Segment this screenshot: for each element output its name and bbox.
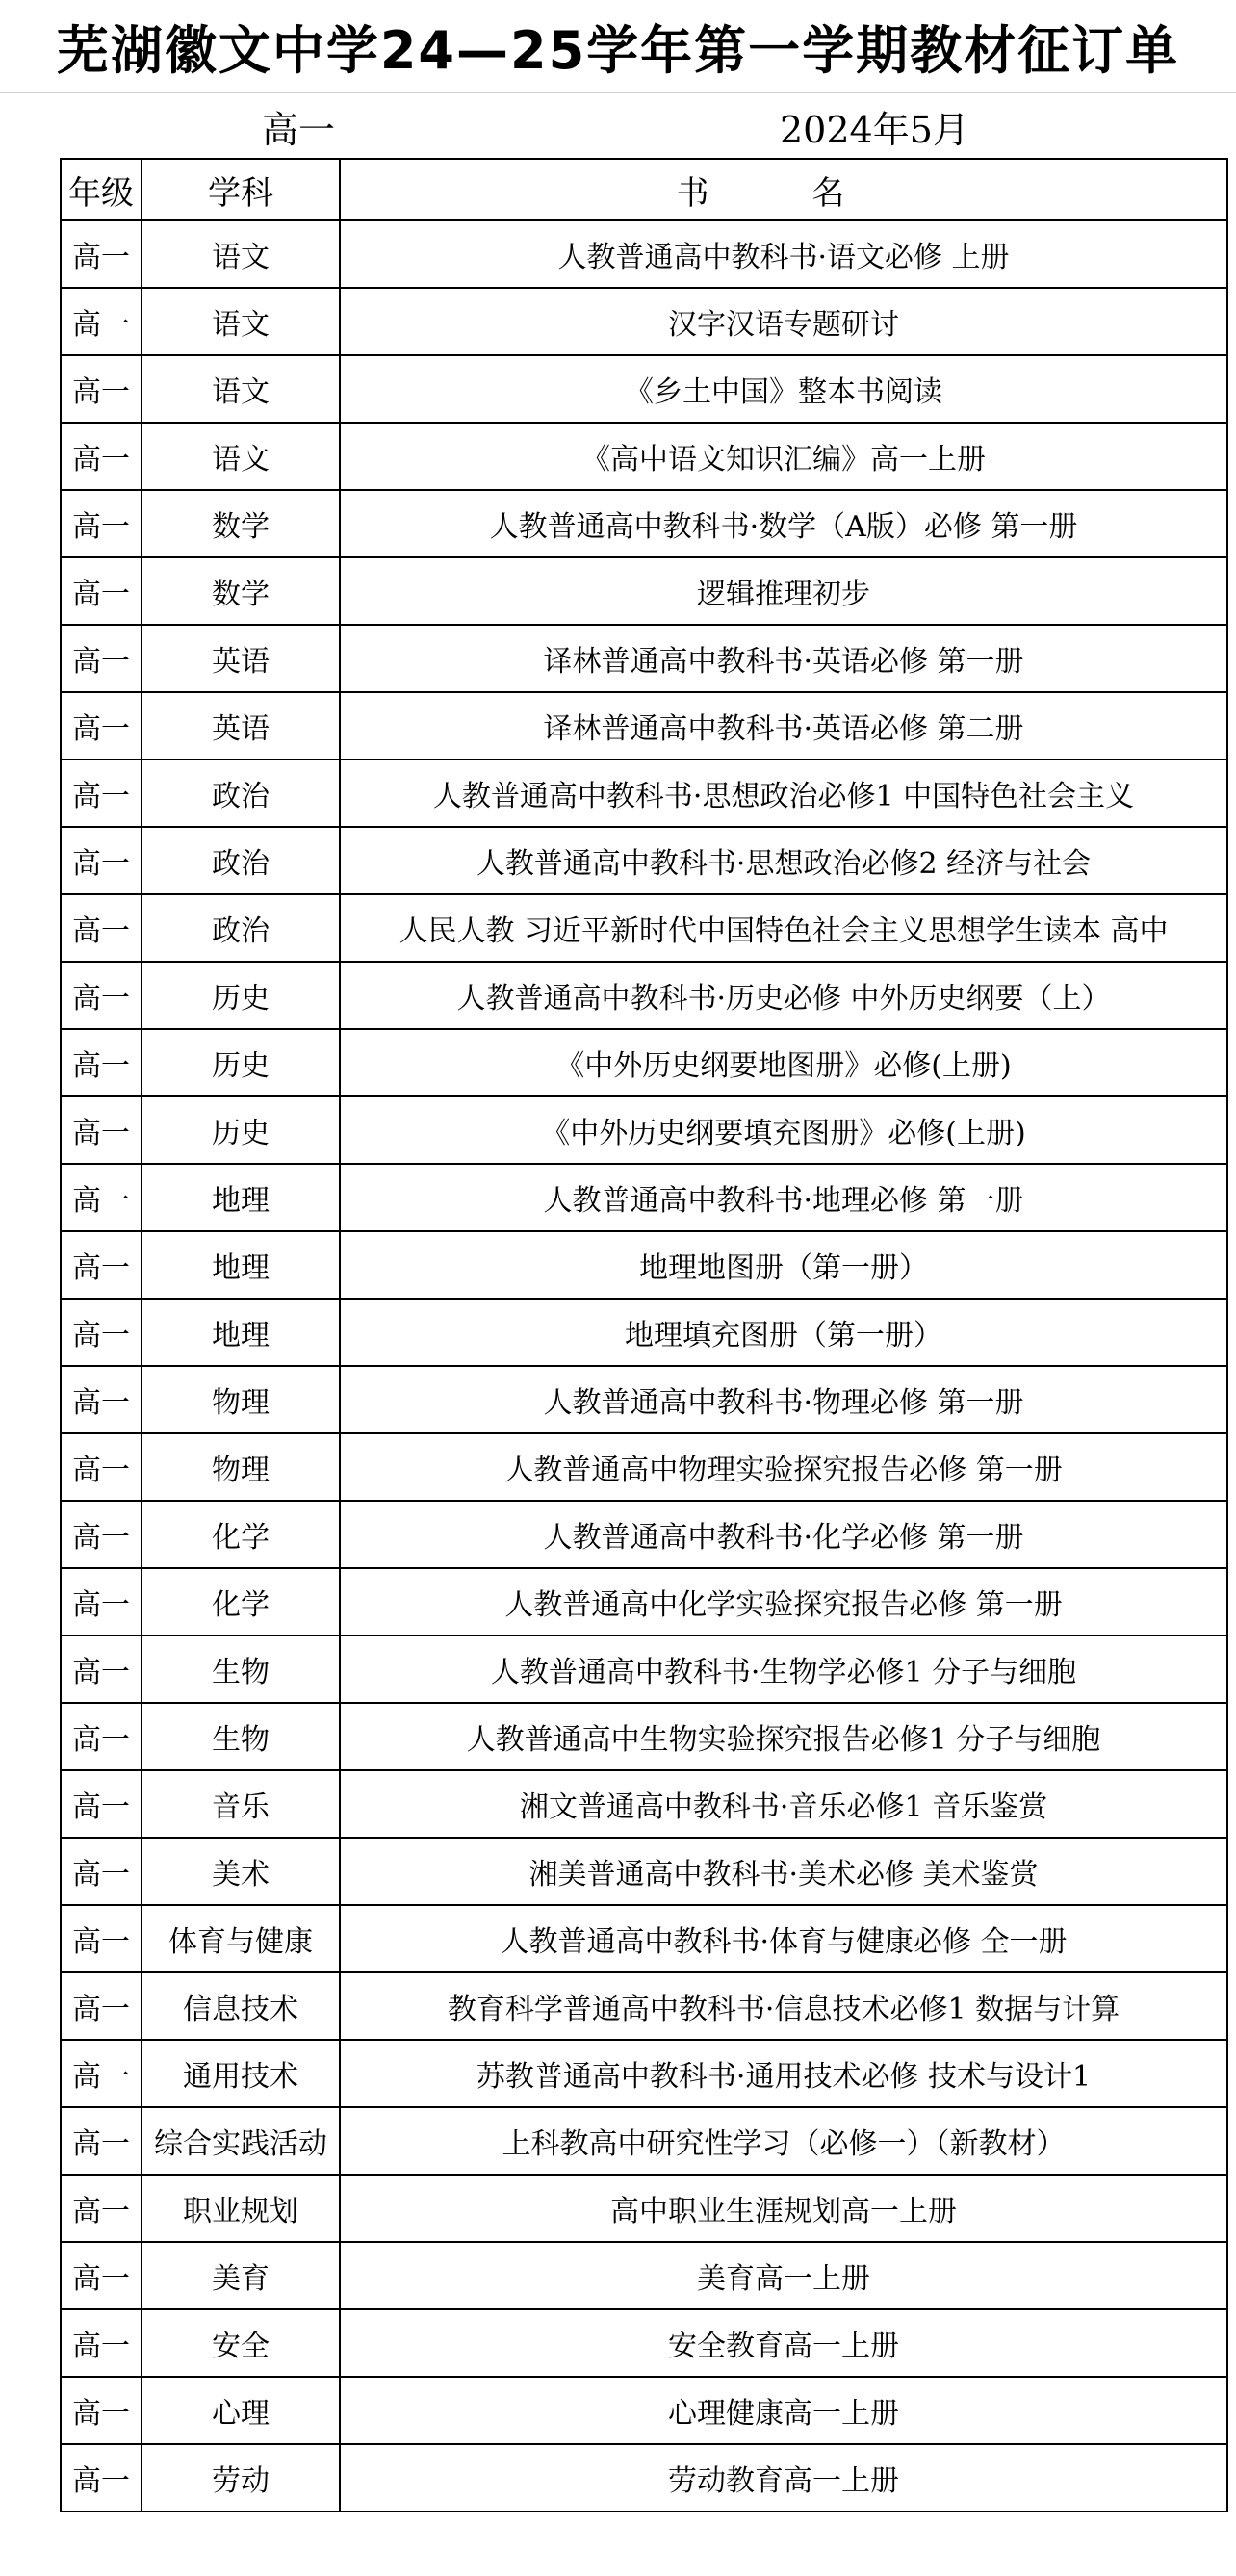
table-row — [61, 1096, 1227, 1164]
subject-cell: 语文 — [142, 288, 340, 355]
book-name-cell: 逻辑推理初步 — [340, 557, 1227, 625]
subject-cell: 数学 — [142, 490, 340, 557]
table-row — [61, 2444, 1227, 2512]
grade-cell: 高一 — [61, 1299, 142, 1366]
grade-cell: 高一 — [61, 1838, 142, 1905]
grade-cell: 高一 — [61, 1096, 142, 1164]
table-row — [61, 423, 1227, 490]
subject-cell: 英语 — [142, 692, 340, 760]
subject-cell: 历史 — [142, 1096, 340, 1164]
subject-cell: 物理 — [142, 1433, 340, 1501]
subject-cell: 生物 — [142, 1703, 340, 1770]
book-name-cell: 教育科学普通高中教科书·信息技术必修1 数据与计算 — [340, 1972, 1227, 2040]
subject-cell: 政治 — [142, 827, 340, 894]
table-row — [61, 1838, 1227, 1905]
subject-cell: 语文 — [142, 220, 340, 288]
table-row — [61, 1164, 1227, 1231]
grade-cell: 高一 — [61, 2242, 142, 2309]
grade-cell: 高一 — [61, 2040, 142, 2107]
grade-cell: 高一 — [61, 1029, 142, 1096]
grade-cell: 高一 — [61, 1703, 142, 1770]
book-name-cell: 人教普通高中化学实验探究报告必修 第一册 — [340, 1568, 1227, 1636]
subject-cell: 语文 — [142, 355, 340, 423]
book-name-cell: 人教普通高中教科书·物理必修 第一册 — [340, 1366, 1227, 1433]
grade-cell: 高一 — [61, 2377, 142, 2444]
subject-cell: 生物 — [142, 1636, 340, 1703]
book-name-cell: 译林普通高中教科书·英语必修 第二册 — [340, 692, 1227, 760]
grade-cell: 高一 — [61, 962, 142, 1029]
book-name-cell: 人民人教 习近平新时代中国特色社会主义思想学生读本 高中 — [340, 894, 1227, 962]
grade-cell: 高一 — [61, 625, 142, 692]
subject-cell: 地理 — [142, 1299, 340, 1366]
table-row — [61, 2377, 1227, 2444]
subject-cell: 历史 — [142, 962, 340, 1029]
table-row — [61, 894, 1227, 962]
grade-cell: 高一 — [61, 1905, 142, 1972]
grade-cell: 高一 — [61, 1164, 142, 1231]
table-row — [61, 692, 1227, 760]
table-row — [61, 1366, 1227, 1433]
subject-cell: 化学 — [142, 1568, 340, 1636]
table-row — [61, 490, 1227, 557]
book-name-cell: 人教普通高中教科书·历史必修 中外历史纲要（上） — [340, 962, 1227, 1029]
table-row — [61, 355, 1227, 423]
grade-cell: 高一 — [61, 1972, 142, 2040]
book-name-cell: 苏教普通高中教科书·通用技术必修 技术与设计1 — [340, 2040, 1227, 2107]
subheader — [0, 92, 1236, 159]
book-name-cell: 上科教高中研究性学习（必修一）（新教材） — [340, 2107, 1227, 2175]
book-name-cell: 《中外历史纲要地图册》必修(上册) — [340, 1029, 1227, 1096]
book-name-cell: 人教普通高中教科书·地理必修 第一册 — [340, 1164, 1227, 1231]
subject-cell: 语文 — [142, 423, 340, 490]
book-name-cell: 人教普通高中教科书·语文必修 上册 — [340, 220, 1227, 288]
grade-cell: 高一 — [61, 1501, 142, 1568]
book-name-cell: 心理健康高一上册 — [340, 2377, 1227, 2444]
table-row — [61, 1636, 1227, 1703]
book-name-cell: 人教普通高中教科书·体育与健康必修 全一册 — [340, 1905, 1227, 1972]
grade-cell: 高一 — [61, 2175, 142, 2242]
grade-cell: 高一 — [61, 827, 142, 894]
header-grade: 年级 — [61, 159, 142, 220]
table-row — [61, 1972, 1227, 2040]
date-label: 2024年5月 — [780, 108, 969, 151]
header-subject: 学科 — [142, 159, 340, 220]
grade-cell: 高一 — [61, 423, 142, 490]
table-row — [61, 962, 1227, 1029]
grade-cell: 高一 — [61, 2309, 142, 2377]
grade-cell: 高一 — [61, 1770, 142, 1838]
table-row — [61, 1568, 1227, 1636]
subject-cell: 音乐 — [142, 1770, 340, 1838]
book-name-cell: 人教普通高中物理实验探究报告必修 第一册 — [340, 1433, 1227, 1501]
book-name-cell: 人教普通高中教科书·数学（A版）必修 第一册 — [340, 490, 1227, 557]
subject-cell: 物理 — [142, 1366, 340, 1433]
grade-cell: 高一 — [61, 1231, 142, 1299]
table-row — [61, 1433, 1227, 1501]
grade-cell: 高一 — [61, 1636, 142, 1703]
subject-cell: 信息技术 — [142, 1972, 340, 2040]
table-row — [61, 1501, 1227, 1568]
book-name-cell: 人教普通高中教科书·化学必修 第一册 — [340, 1501, 1227, 1568]
book-name-cell: 人教普通高中教科书·思想政治必修1 中国特色社会主义 — [340, 760, 1227, 827]
grade-cell: 高一 — [61, 894, 142, 962]
subject-cell: 历史 — [142, 1029, 340, 1096]
grade-label: 高一 — [262, 108, 336, 151]
grade-cell: 高一 — [61, 1568, 142, 1636]
subject-cell: 政治 — [142, 760, 340, 827]
grade-cell: 高一 — [61, 288, 142, 355]
subject-cell: 综合实践活动 — [142, 2107, 340, 2175]
subject-cell: 通用技术 — [142, 2040, 340, 2107]
table-row — [61, 220, 1227, 288]
book-name-cell: 劳动教育高一上册 — [340, 2444, 1227, 2512]
table-row — [61, 2242, 1227, 2309]
book-name-cell: 美育高一上册 — [340, 2242, 1227, 2309]
table-row — [61, 1299, 1227, 1366]
grade-cell: 高一 — [61, 692, 142, 760]
subject-cell: 美术 — [142, 1838, 340, 1905]
document-title: 芜湖徽文中学24—25学年第一学期教材征订单 — [56, 19, 1180, 81]
subject-cell: 安全 — [142, 2309, 340, 2377]
table-row — [61, 625, 1227, 692]
table-row — [61, 827, 1227, 894]
table-row — [61, 1703, 1227, 1770]
book-name-cell: 人教普通高中生物实验探究报告必修1 分子与细胞 — [340, 1703, 1227, 1770]
book-name-cell: 《乡土中国》整本书阅读 — [340, 355, 1227, 423]
grade-cell: 高一 — [61, 490, 142, 557]
table-row — [61, 557, 1227, 625]
grade-cell: 高一 — [61, 557, 142, 625]
table-row — [61, 2175, 1227, 2242]
table-header-row — [61, 159, 1227, 220]
book-name-cell: 人教普通高中教科书·思想政治必修2 经济与社会 — [340, 827, 1227, 894]
table-row — [61, 2040, 1227, 2107]
subject-cell: 政治 — [142, 894, 340, 962]
table-row — [61, 2107, 1227, 2175]
table-row — [61, 2309, 1227, 2377]
book-name-cell: 湘文普通高中教科书·音乐必修1 音乐鉴赏 — [340, 1770, 1227, 1838]
book-name-cell: 《高中语文知识汇编》高一上册 — [340, 423, 1227, 490]
book-name-cell: 地理地图册（第一册） — [340, 1231, 1227, 1299]
subject-cell: 数学 — [142, 557, 340, 625]
table-row — [61, 288, 1227, 355]
table-row — [61, 1770, 1227, 1838]
table-row — [61, 1905, 1227, 1972]
table-row — [61, 1231, 1227, 1299]
subject-cell: 劳动 — [142, 2444, 340, 2512]
grade-cell: 高一 — [61, 1366, 142, 1433]
book-name-cell: 人教普通高中教科书·生物学必修1 分子与细胞 — [340, 1636, 1227, 1703]
book-name-cell: 湘美普通高中教科书·美术必修 美术鉴赏 — [340, 1838, 1227, 1905]
grade-cell: 高一 — [61, 355, 142, 423]
table-row — [61, 760, 1227, 827]
book-name-cell: 高中职业生涯规划高一上册 — [340, 2175, 1227, 2242]
subject-cell: 美育 — [142, 2242, 340, 2309]
subject-cell: 英语 — [142, 625, 340, 692]
book-name-cell: 汉字汉语专题研讨 — [340, 288, 1227, 355]
textbook-order-table — [60, 158, 1228, 2512]
grade-cell: 高一 — [61, 760, 142, 827]
book-name-cell: 地理填充图册（第一册） — [340, 1299, 1227, 1366]
subject-cell: 心理 — [142, 2377, 340, 2444]
grade-cell: 高一 — [61, 2444, 142, 2512]
subject-cell: 职业规划 — [142, 2175, 340, 2242]
book-name-cell: 《中外历史纲要填充图册》必修(上册) — [340, 1096, 1227, 1164]
grade-cell: 高一 — [61, 1433, 142, 1501]
subject-cell: 化学 — [142, 1501, 340, 1568]
subject-cell: 地理 — [142, 1231, 340, 1299]
grade-cell: 高一 — [61, 220, 142, 288]
header-book-name: 书 名 — [340, 159, 1227, 220]
book-name-cell: 译林普通高中教科书·英语必修 第一册 — [340, 625, 1227, 692]
table-row — [61, 1029, 1227, 1096]
book-name-cell: 安全教育高一上册 — [340, 2309, 1227, 2377]
grade-cell: 高一 — [61, 2107, 142, 2175]
table-body — [61, 220, 1227, 2512]
subject-cell: 体育与健康 — [142, 1905, 340, 1972]
subject-cell: 地理 — [142, 1164, 340, 1231]
